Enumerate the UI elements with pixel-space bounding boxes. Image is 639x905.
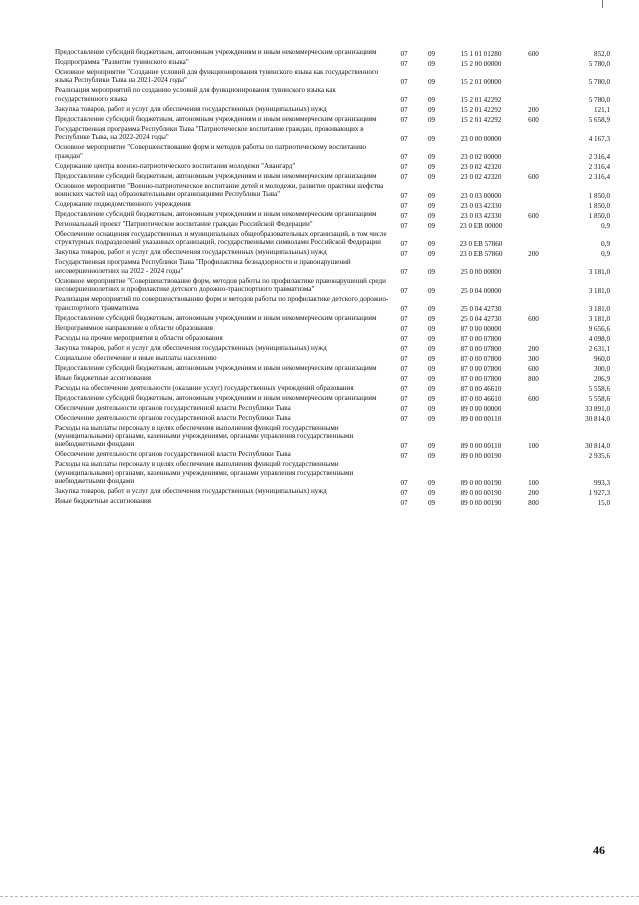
table-row (55, 58, 610, 68)
row-target-article: 89 0 00 00000 (460, 405, 502, 414)
row-section-code: 07 (400, 191, 408, 200)
row-expense-type: 800 (528, 498, 539, 507)
row-amount: 300,0 (594, 365, 610, 374)
row-name: Основное мероприятие "Военно-патриотическое воспитание детей и молодежи, развитие практики шефства воинских частей над образовательными организациями Республики Тыва" (55, 181, 384, 199)
row-amount: 960,0 (594, 355, 610, 364)
row-expense-type (517, 68, 550, 86)
row-amount: 30 814,0 (585, 442, 610, 451)
row-section-code: 07 (400, 498, 408, 507)
row-amount: 0,9 (601, 250, 610, 259)
row-section-code: 07 (400, 405, 408, 414)
row-expense-type: 200 (528, 106, 539, 115)
row-amount: 30 814,0 (585, 415, 610, 424)
budget-table (55, 48, 610, 507)
row-subsection-code: 09 (427, 488, 436, 497)
table-row (55, 324, 610, 334)
row-target-article: 87 0 00 07800 (460, 365, 502, 374)
row-name: Обеспечение оснащения государственных и муниципальных общеобразовательных организаций, в том числе структурных подразделений указанных организаций, государственными символами Российской Федерации (55, 230, 387, 247)
table-row (55, 48, 610, 58)
row-subsection-code: 09 (427, 250, 436, 259)
row-expense-type: 600 (528, 395, 539, 404)
row-amount: 4 167,3 (588, 134, 610, 143)
row-subsection-code: 09 (427, 325, 436, 334)
row-expense-type (517, 450, 550, 460)
table-row (55, 115, 610, 125)
row-name: Государственная программа Республики Тыва "Профилактика безнадзорности и правонарушений несовершеннолетних на 2022 - 2024 годы" (55, 258, 351, 275)
row-name: Непрограммное направление в области образования (55, 323, 213, 332)
row-amount: 206,9 (594, 375, 610, 384)
row-target-article: 87 0 00 07800 (460, 375, 502, 384)
row-section-code: 07 (400, 478, 408, 487)
row-amount: 993,3 (594, 478, 610, 487)
row-amount: 3 181,0 (588, 268, 610, 277)
row-subsection-code: 09 (427, 134, 436, 143)
row-section-code: 07 (400, 385, 408, 394)
row-section-code: 07 (400, 173, 408, 182)
table-row (55, 384, 610, 394)
row-expense-type: 200 (528, 488, 539, 497)
row-name: Закупка товаров, работ и услуг для обеспечения государственных (муниципальных) нужд (55, 104, 327, 113)
row-amount: 0,9 (601, 221, 610, 230)
row-subsection-code: 09 (427, 385, 436, 394)
row-section-code: 07 (400, 315, 408, 324)
row-section-code: 07 (400, 201, 408, 210)
row-target-article: 15 2 01 42292 (460, 116, 502, 125)
row-amount: 1 850,0 (588, 191, 610, 200)
row-expense-type (517, 125, 550, 143)
row-section-code: 07 (400, 345, 408, 354)
row-name: Содержание центра военно-патриотического воспитания молодежи "Авангард" (55, 161, 296, 170)
row-name: Иные бюджетные ассигнования (55, 373, 152, 382)
row-target-article: 23 0 02 00000 (460, 153, 502, 162)
row-expense-type (517, 334, 550, 344)
row-expense-type: 100 (528, 478, 539, 487)
row-target-article: 15 2 01 00000 (460, 78, 502, 86)
row-subsection-code: 09 (427, 173, 436, 182)
budget-table-body (55, 48, 610, 507)
row-name: Расходы на обеспечение деятельности (оказание услуг) государственных учреждений образования (55, 383, 354, 392)
row-target-article: 87 0 00 07800 (460, 335, 502, 344)
row-target-article: 87 0 00 07800 (460, 355, 502, 364)
row-expense-type (517, 295, 550, 313)
row-subsection-code: 09 (427, 286, 436, 295)
row-target-article: 23 0 03 00000 (460, 191, 502, 200)
table-row (55, 460, 610, 487)
row-section-code: 07 (400, 335, 408, 344)
table-row (55, 414, 610, 424)
table-row (55, 394, 610, 404)
row-name: Закупка товаров, работ и услуг для обеспечения государственных (муниципальных) нужд (55, 487, 327, 496)
table-row (55, 220, 610, 230)
row-subsection-code: 09 (427, 478, 436, 487)
row-expense-type: 100 (528, 442, 539, 451)
row-subsection-code: 09 (427, 415, 436, 424)
table-row (55, 450, 610, 460)
row-target-article: 89 0 00 00110 (460, 442, 502, 451)
row-target-article: 89 0 00 00190 (460, 478, 502, 487)
row-expense-type (517, 324, 550, 334)
row-subsection-code: 09 (427, 201, 436, 210)
row-subsection-code: 09 (427, 163, 436, 172)
table-row (55, 86, 610, 104)
row-subsection-code: 09 (427, 452, 436, 461)
row-amount: 5 658,9 (588, 116, 610, 125)
row-section-code: 07 (400, 452, 408, 461)
table-row (55, 404, 610, 414)
row-amount: 5 558,6 (588, 385, 610, 394)
row-expense-type: 600 (528, 49, 539, 58)
table-row (55, 424, 610, 451)
row-target-article: 23 0 00 00000 (460, 134, 502, 143)
row-section-code: 07 (400, 250, 408, 259)
table-row (55, 125, 610, 143)
row-name: Основное мероприятие "Совершенствование форм, методов работы по профилактике правонарушений среди несовершеннолетних и профилактике детского дорожно-транспортного травматизма" (55, 276, 386, 294)
row-amount: 15,0 (597, 498, 610, 507)
row-expense-type: 800 (528, 375, 539, 384)
table-row (55, 354, 610, 364)
row-name: Иные бюджетные ассигнования (55, 497, 152, 506)
table-row (55, 374, 610, 384)
row-target-article: 23 0 03 42330 (460, 211, 502, 220)
row-name: Предоставление субсидий бюджетным, автономным учреждениям и иным некоммерческим организациям (55, 48, 377, 56)
row-target-article: 23 0 02 42320 (460, 163, 502, 172)
row-amount: 5 780,0 (588, 96, 610, 105)
row-target-article: 23 0 EB 00000 (459, 221, 503, 230)
row-amount: 1 927,3 (588, 488, 610, 497)
row-expense-type (517, 182, 550, 200)
row-expense-type (517, 162, 550, 172)
row-expense-type: 600 (528, 365, 539, 374)
row-section-code: 07 (400, 96, 408, 105)
row-section-code: 07 (400, 78, 408, 86)
row-expense-type: 600 (528, 211, 539, 220)
scan-edge-mark (602, 0, 603, 8)
row-target-article: 25 0 00 00000 (460, 268, 502, 277)
row-name: Расходы на прочие мероприятия в области образования (55, 333, 223, 342)
row-subsection-code: 09 (427, 78, 436, 86)
row-subsection-code: 09 (427, 96, 436, 105)
row-amount: 3 181,0 (588, 315, 610, 324)
row-section-code: 07 (400, 116, 408, 125)
table-row (55, 172, 610, 182)
row-section-code: 07 (400, 211, 408, 220)
row-amount: 2 631,1 (588, 345, 610, 354)
table-row (55, 364, 610, 374)
row-name: Закупка товаров, работ и услуг для обеспечения государственных (муниципальных) нужд (55, 248, 327, 257)
row-subsection-code: 09 (427, 355, 436, 364)
row-name: Основное мероприятие "Совершенствование форм и методов работы по патриотическому воспитанию граждан" (55, 143, 367, 160)
table-row (55, 314, 610, 324)
row-section-code: 07 (400, 240, 408, 249)
row-name: Основное мероприятие "Создание условий для функционирования тувинского языка как государственного языка Республики Тыва на 2021-2024 годы" (55, 68, 379, 85)
row-section-code: 07 (400, 286, 408, 295)
row-target-article: 23 0 EB 57860 (459, 250, 503, 259)
row-name: Обеспечение деятельности органов государственной власти Республики Тыва (55, 403, 291, 412)
row-target-article: 15 2 00 00000 (460, 59, 502, 68)
row-expense-type (517, 414, 550, 424)
row-section-code: 07 (400, 415, 408, 424)
row-target-article: 23 0 EB 57860 (459, 240, 503, 249)
table-row (55, 277, 610, 295)
row-target-article: 89 0 00 00110 (460, 415, 502, 424)
row-subsection-code: 09 (427, 442, 436, 451)
row-name: Реализация мероприятий по совершенствованию форм и методов работы по профилактике детского дорожно-транспортного травматизма (55, 295, 389, 312)
row-expense-type (517, 58, 550, 68)
row-name: Обеспечение деятельности органов государственной власти Республики Тыва (55, 413, 291, 422)
row-section-code: 07 (400, 221, 408, 230)
row-expense-type (517, 230, 550, 248)
row-expense-type (517, 200, 550, 210)
row-subsection-code: 09 (427, 335, 436, 344)
row-subsection-code: 09 (427, 49, 436, 58)
row-expense-type (517, 404, 550, 414)
row-section-code: 07 (400, 442, 408, 451)
row-amount: 9 656,6 (588, 325, 610, 334)
row-target-article: 87 0 00 07800 (460, 345, 502, 354)
row-target-article: 87 0 00 46610 (460, 395, 502, 404)
table-row (55, 182, 610, 200)
row-expense-type (517, 384, 550, 394)
row-subsection-code: 09 (427, 116, 436, 125)
row-name: Государственная программа Республики Тыва "Патриотическое воспитание граждан, проживающих в Республике Тыва, на 2022-2024 годы" (55, 124, 364, 142)
table-row (55, 210, 610, 220)
row-target-article: 23 0 02 42320 (460, 173, 502, 182)
row-expense-type: 200 (528, 250, 539, 259)
row-subsection-code: 09 (427, 191, 436, 200)
row-amount: 33 891,0 (585, 405, 610, 414)
table-row (55, 105, 610, 115)
row-subsection-code: 09 (427, 315, 436, 324)
row-section-code: 07 (400, 365, 408, 374)
row-subsection-code: 09 (427, 305, 436, 314)
row-target-article: 25 0 04 42730 (460, 315, 502, 324)
row-section-code: 07 (400, 163, 408, 172)
row-subsection-code: 09 (427, 268, 436, 277)
row-expense-type: 600 (528, 315, 539, 324)
row-amount: 5 780,0 (588, 59, 610, 68)
row-section-code: 07 (400, 268, 408, 277)
row-section-code: 07 (400, 153, 408, 162)
row-section-code: 07 (400, 49, 408, 58)
row-target-article: 87 0 00 46610 (460, 385, 502, 394)
row-amount: 2 316,4 (588, 163, 610, 172)
row-name: Обеспечение деятельности органов государственной власти Республики Тыва (55, 450, 291, 459)
table-row (55, 295, 610, 313)
row-subsection-code: 09 (427, 106, 436, 115)
row-expense-type (517, 143, 550, 161)
row-subsection-code: 09 (427, 345, 436, 354)
row-target-article: 89 0 00 00190 (460, 498, 502, 507)
row-name: Реализация мероприятий по созданию условий для функционирования тувинского языка как государственного языка (55, 86, 336, 103)
row-section-code: 07 (400, 375, 408, 384)
row-target-article: 89 0 00 00190 (460, 452, 502, 461)
row-subsection-code: 09 (427, 240, 436, 249)
row-section-code: 07 (400, 395, 408, 404)
row-amount: 852,0 (594, 49, 610, 58)
row-amount: 0,9 (601, 240, 610, 249)
row-section-code: 07 (400, 488, 408, 497)
row-target-article: 87 0 00 00000 (460, 325, 502, 334)
row-name: Предоставление субсидий бюджетным, автономным учреждениям и иным некоммерческим организациям (55, 313, 377, 322)
row-name: Содержание подведомственного учреждения (55, 200, 191, 209)
row-subsection-code: 09 (427, 59, 436, 68)
row-name: Предоставление субсидий бюджетным, автономным учреждениям и иным некоммерческим организациям (55, 363, 377, 372)
row-target-article: 25 0 04 42730 (460, 305, 502, 314)
row-section-code: 07 (400, 134, 408, 143)
table-row (55, 143, 610, 161)
row-name: Социальное обеспечение и иные выплаты населению (55, 353, 217, 362)
row-section-code: 07 (400, 106, 408, 115)
table-row (55, 162, 610, 172)
row-name: Предоставление субсидий бюджетным, автономным учреждениям и иным некоммерческим организациям (55, 393, 377, 402)
row-section-code: 07 (400, 355, 408, 364)
table-row (55, 497, 610, 507)
scan-bottom-line (0, 896, 639, 897)
row-subsection-code: 09 (427, 375, 436, 384)
row-target-article: 15 2 01 42292 (460, 106, 502, 115)
row-amount: 1 850,0 (588, 201, 610, 210)
row-amount: 2 935,6 (588, 452, 610, 461)
table-row (55, 344, 610, 354)
row-name: Предоставление субсидий бюджетным, автономным учреждениям и иным некоммерческим организациям (55, 171, 377, 180)
table-row (55, 68, 610, 86)
row-expense-type (517, 277, 550, 295)
row-name: Расходы на выплаты персоналу в целях обеспечения выполнения функций государственными (муниципальными) органами, казенными учреждениями, органами управления государственными внебюджетными фондами (55, 460, 354, 486)
row-expense-type (517, 86, 550, 104)
row-expense-type: 600 (528, 116, 539, 125)
table-row (55, 230, 610, 248)
table-row (55, 200, 610, 210)
row-section-code: 07 (400, 305, 408, 314)
row-expense-type: 300 (528, 355, 539, 364)
row-name: Расходы на выплаты персоналу в целях обеспечения выполнения функций государственными (муниципальными) органами, казенными учреждениями, органами управления государственными внебюджетными фондами (55, 423, 354, 449)
table-row (55, 334, 610, 344)
row-name: Закупка товаров, работ и услуг для обеспечения государственных (муниципальных) нужд (55, 343, 327, 352)
row-target-article: 15 1 01 01280 (460, 49, 502, 58)
row-subsection-code: 09 (427, 211, 436, 220)
row-target-article: 25 0 04 00000 (460, 286, 502, 295)
row-amount: 4 098,0 (588, 335, 610, 344)
row-expense-type: 200 (528, 345, 539, 354)
row-subsection-code: 09 (427, 153, 436, 162)
row-amount: 3 181,0 (588, 305, 610, 314)
table-row (55, 258, 610, 276)
row-expense-type: 600 (528, 173, 539, 182)
row-amount: 5 558,6 (588, 395, 610, 404)
page-number: 46 (593, 843, 605, 857)
row-name: Региональный проект "Патриотическое воспитание граждан Российской Федерации" (55, 220, 313, 229)
row-subsection-code: 09 (427, 405, 436, 414)
row-target-article: 89 0 00 00190 (460, 488, 502, 497)
row-name: Предоставление субсидий бюджетным, автономным учреждениям и иным некоммерческим организациям (55, 114, 377, 123)
row-subsection-code: 09 (427, 498, 436, 507)
table-row (55, 487, 610, 497)
row-name: Подпрограмма "Развитие тувинского языка" (55, 58, 189, 66)
row-amount: 121,1 (594, 106, 610, 115)
row-expense-type (517, 220, 550, 230)
row-subsection-code: 09 (427, 395, 436, 404)
row-amount: 5 780,0 (588, 78, 610, 86)
row-amount: 2 316,4 (588, 173, 610, 182)
row-target-article: 23 0 03 42330 (460, 201, 502, 210)
row-subsection-code: 09 (427, 365, 436, 374)
row-section-code: 07 (400, 59, 408, 68)
row-expense-type (517, 258, 550, 276)
table-row (55, 248, 610, 258)
row-name: Предоставление субсидий бюджетным, автономным учреждениям и иным некоммерческим организациям (55, 210, 377, 219)
row-section-code: 07 (400, 325, 408, 334)
row-amount: 1 850,0 (588, 211, 610, 220)
row-subsection-code: 09 (427, 221, 436, 230)
row-amount: 3 181,0 (588, 286, 610, 295)
row-target-article: 15 2 01 42292 (460, 96, 502, 105)
row-amount: 2 316,4 (588, 153, 610, 162)
